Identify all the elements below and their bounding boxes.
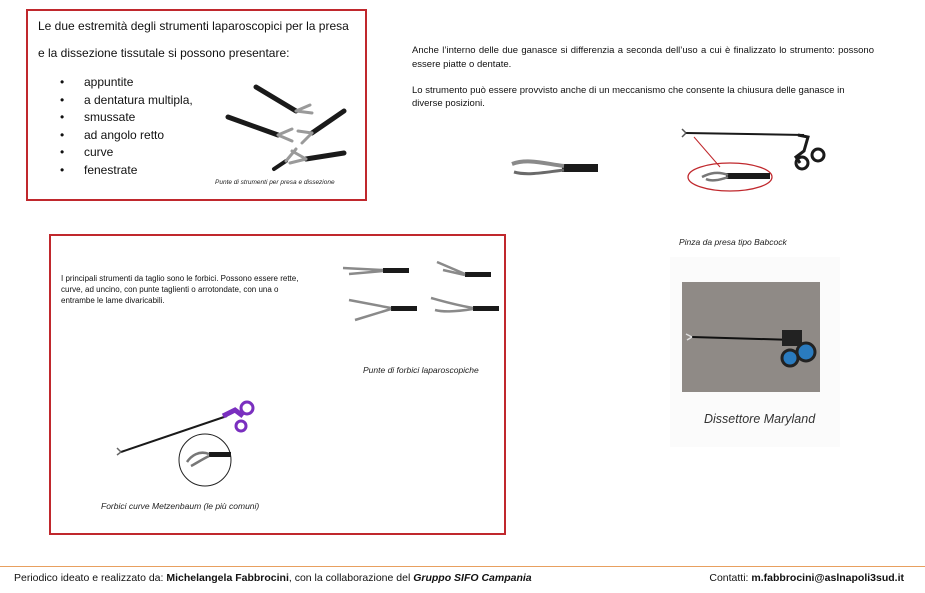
footer-prefix: Periodico ideato e realizzato da: <box>14 572 167 584</box>
footer-divider <box>0 566 925 567</box>
footer-author: Michelangela Fabbrocini <box>166 572 289 584</box>
grasping-tips-panel <box>26 9 367 201</box>
tip-types-list <box>38 74 193 179</box>
footer-group: Gruppo SIFO Campania <box>413 572 532 584</box>
maryland-photo-background <box>682 282 820 392</box>
metzenbaum-caption: Forbici curve Metzenbaum (le più comuni) <box>101 501 260 511</box>
maryland-instrument-image <box>682 282 820 392</box>
footer <box>14 572 914 584</box>
jaws-paragraph: Anche l’interno delle due ganasce si differenzia a seconda dell’uso a cui è finalizzato lo strumento: possono essere piatte o dentate. <box>412 45 874 70</box>
cutting-instruments-panel <box>49 234 506 535</box>
list-item: • smussate <box>38 109 193 127</box>
grasper-tips-caption: Punte di strumenti per presa e dissezione <box>215 179 335 186</box>
scissor-tips-caption: Punte di forbici laparoscopiche <box>363 365 479 375</box>
scissor-tips-image <box>339 244 509 324</box>
panel-intro-line1: Le due estremità degli strumenti laparoscopici per la presa <box>38 19 349 33</box>
metzenbaum-scissors-image <box>117 400 257 500</box>
curved-jaw-image <box>508 150 598 190</box>
contact-label: Contatti: <box>709 572 752 584</box>
locking-paragraph: Lo strumento può essere provvisto anche di un meccanismo che consente la chiusura delle ganasce in diverse posizioni. <box>412 85 845 109</box>
babcock-caption: Pinza da presa tipo Babcock <box>679 237 787 247</box>
maryland-caption: Dissettore Maryland <box>704 412 816 426</box>
list-item: • ad angolo retto <box>38 127 193 145</box>
babcock-forceps-image <box>680 125 840 205</box>
footer-middle: , con la collaborazione del <box>288 572 414 584</box>
panel-intro-line2: e la dissezione tissutale si possono presentare: <box>38 46 290 60</box>
list-item: • a dentatura multipla, <box>38 92 193 110</box>
contact-email[interactable]: m.fabbrocini@aslnapoli3sud.it <box>751 572 904 584</box>
list-item: • curve <box>38 144 193 162</box>
footer-contact <box>709 572 904 584</box>
list-item: • fenestrate <box>38 162 193 180</box>
list-item: • appuntite <box>38 74 193 92</box>
grasper-tips-image <box>226 83 346 175</box>
scissors-description: I principali strumenti da taglio sono le forbici. Possono essere rette, curve, ad uncino, con punte taglienti o arrotondate, con una o entrambe le lame divaricabili. <box>61 274 299 305</box>
